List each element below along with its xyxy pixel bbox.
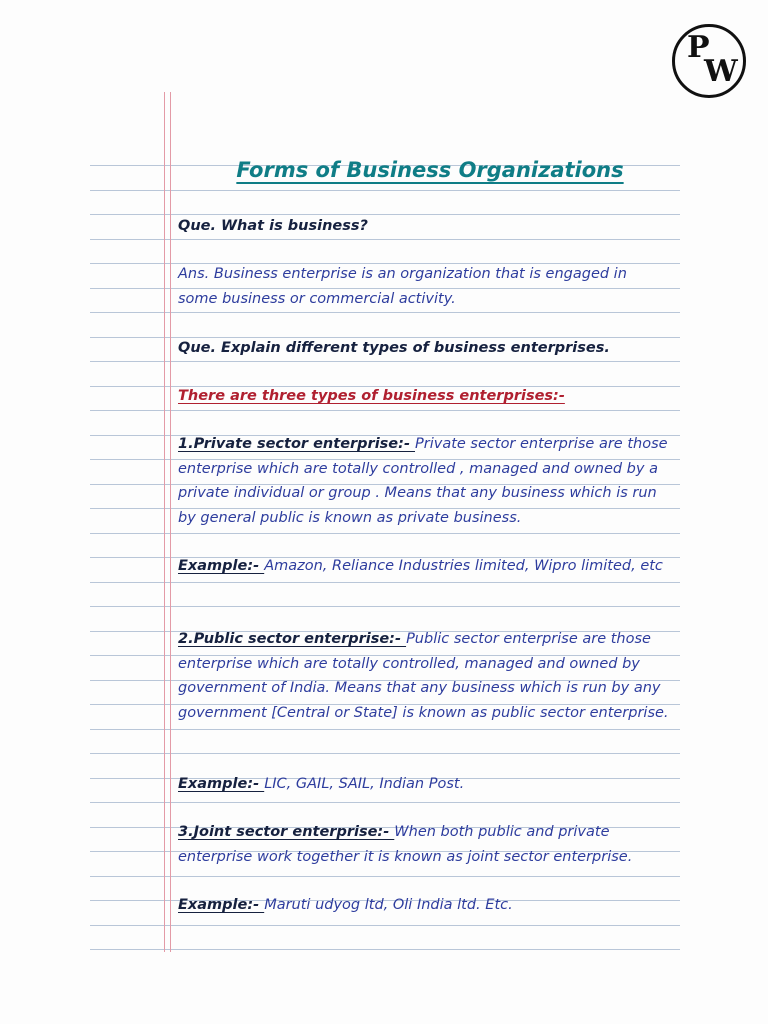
types-intro: There are three types of business enterprises:- xyxy=(178,388,565,404)
rule-line xyxy=(90,361,680,362)
rule-line xyxy=(90,753,680,754)
rule-line xyxy=(90,533,680,534)
rule-line xyxy=(90,190,680,191)
question-2: Que. Explain different types of business enterprises. xyxy=(178,340,610,356)
example-3 xyxy=(178,893,670,918)
rule-line xyxy=(90,410,680,411)
example-2 xyxy=(178,772,670,797)
example-3-heading: Example:- xyxy=(178,897,265,913)
rule-line xyxy=(90,312,680,313)
pw-logo xyxy=(672,24,746,98)
item-1-body: Private sector enterprise are those enterprise which are totally controlled , managed and owned by a private individual or group . Means that any business which is run by general public is known as private business. xyxy=(178,436,668,526)
example-1 xyxy=(178,554,670,579)
margin-line-left xyxy=(164,92,165,952)
item-2-body: Public sector enterprise are those enterprise which are totally controlled, managed and owned by government of India. Means that any business which is run by any government [Central or State] is known as public sector enterprise. xyxy=(178,631,669,721)
question-1: Que. What is business? xyxy=(178,218,368,234)
logo-letter-p: P xyxy=(687,30,710,65)
rule-line xyxy=(90,606,680,607)
rule-line xyxy=(90,802,680,803)
item-2-heading: 2.Public sector enterprise:- xyxy=(178,631,407,647)
answer-1: Ans. Business enterprise is an organization that is engaged in some business or commercial activity. xyxy=(178,266,627,307)
rule-line xyxy=(90,582,680,583)
margin-line-right xyxy=(170,92,171,952)
item-3-heading: 3.Joint sector enterprise:- xyxy=(178,824,395,840)
example-2-heading: Example:- xyxy=(178,776,265,792)
item-1 xyxy=(178,432,670,530)
rule-line xyxy=(90,876,680,877)
item-1-heading: 1.Private sector enterprise:- xyxy=(178,436,416,452)
rule-line xyxy=(90,925,680,926)
page-title: Forms of Business Organizations xyxy=(236,158,624,182)
item-3-body: When both public and private enterprise work together it is known as joint sector enterprise. xyxy=(178,824,633,865)
example-1-body: Amazon, Reliance Industries limited, Wipro limited, etc xyxy=(264,558,663,574)
example-2-body: LIC, GAIL, SAIL, Indian Post. xyxy=(264,776,465,792)
item-2 xyxy=(178,627,670,725)
example-3-body: Maruti udyog ltd, Oli India ltd. Etc. xyxy=(264,897,513,913)
logo-letter-w: W xyxy=(704,54,738,89)
item-3 xyxy=(178,820,670,869)
example-1-heading: Example:- xyxy=(178,558,265,574)
rule-line xyxy=(90,239,680,240)
rule-line xyxy=(90,949,680,950)
rule-line xyxy=(90,729,680,730)
